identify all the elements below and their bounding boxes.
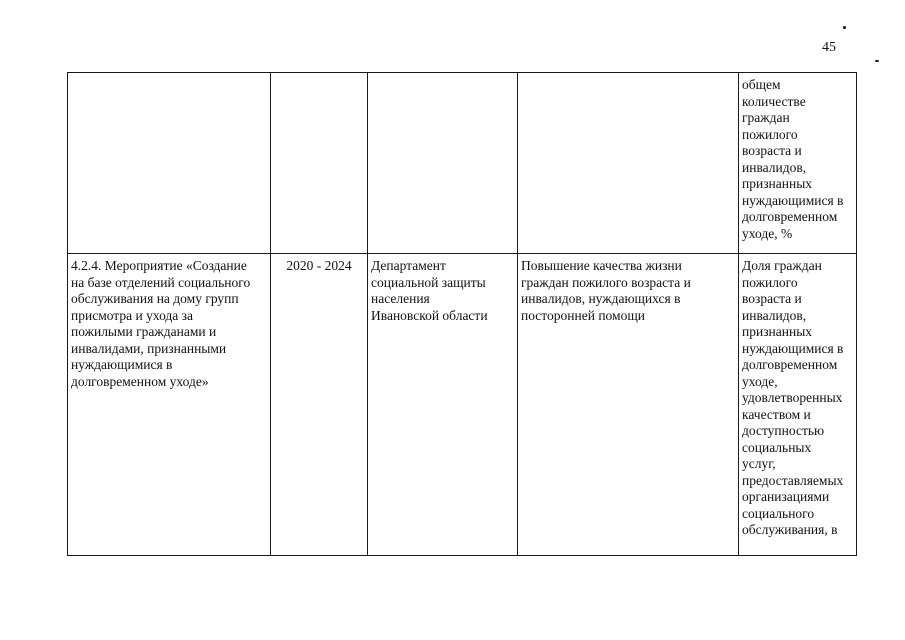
activity-cell (68, 73, 271, 254)
measures-table (67, 72, 857, 556)
indicator-cell: Доля граждан пожилого возраста и инвалидов, признанных нуждающимися в долговременном уходе, удовлетворенных качеством и доступностью социальных услуг, предоставляемых организациями социального обслуживания, в (739, 254, 857, 556)
period-cell: 2020 - 2024 (271, 254, 368, 556)
page-number: 45 (822, 40, 836, 55)
indicator-cell: общем количестве граждан пожилого возраста и инвалидов, признанных нуждающимися в долговременном уходе, % (739, 73, 857, 254)
period-cell (271, 73, 368, 254)
activity-cell: 4.2.4. Мероприятие «Создание на базе отделений социального обслуживания на дому групп присмотра и ухода за пожилыми гражданами и инвалидами, признанными нуждающимися в долговременном уходе» (68, 254, 271, 556)
table-row (68, 73, 857, 254)
executor-cell: Департамент социальной защиты населения Ивановской области (368, 254, 518, 556)
result-cell (518, 73, 739, 254)
table-row (68, 254, 857, 556)
result-cell: Повышение качества жизни граждан пожилого возраста и инвалидов, нуждающихся в посторонней помощи (518, 254, 739, 556)
executor-cell (368, 73, 518, 254)
scan-speck-mark (843, 26, 846, 29)
scan-speck-mark (875, 60, 879, 62)
